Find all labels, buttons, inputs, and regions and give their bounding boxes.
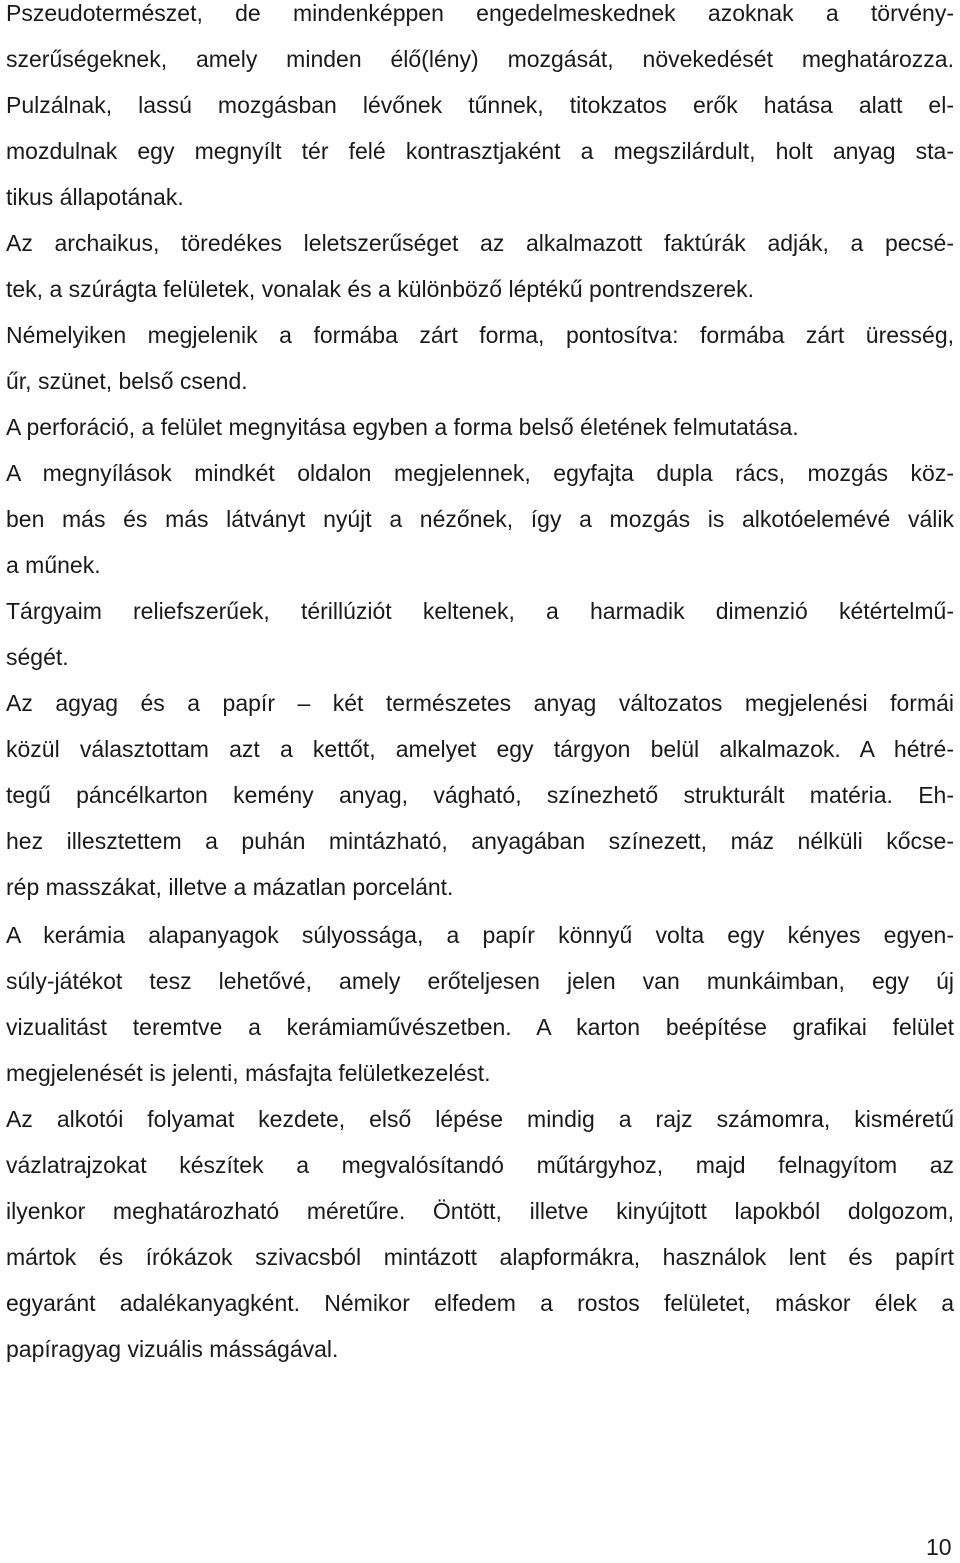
text-line: Az alkotói folyamat kezdete, első lépése mindig a rajz számomra, kisméretű: [6, 1106, 954, 1132]
text-line: A megnyílások mindkét oldalon megjelennek, egyfajta dupla rács, mozgás köz-: [6, 460, 954, 486]
text-line: Pszeudotermészet, de mindenképpen engedelmeskednek azoknak a törvény-: [6, 0, 954, 26]
text-line: tek, a szúrágta felületek, vonalak és a különböző léptékű pontrendszerek.: [6, 276, 754, 302]
text-line: Az archaikus, töredékes leletszerűséget az alkalmazott faktúrák adják, a pecsé-: [6, 230, 954, 256]
text-line: Tárgyaim reliefszerűek, térillúziót keltenek, a harmadik dimenzió kétértelmű-: [6, 598, 954, 624]
page-number: 10: [926, 1534, 952, 1560]
text-line: megjelenését is jelenti, másfajta felületkezelést.: [6, 1060, 491, 1086]
text-line: Pulzálnak, lassú mozgásban lévőnek tűnnek, titokzatos erők hatása alatt el-: [6, 92, 954, 118]
text-line: szerűségeknek, amely minden élő(lény) mozgását, növekedését meghatározza.: [6, 46, 954, 72]
text-line: rép masszákat, illetve a mázatlan porcelánt.: [6, 874, 454, 900]
text-line: tikus állapotának.: [6, 184, 184, 210]
text-line: mozdulnak egy megnyílt tér felé kontrasztjaként a megszilárdult, holt anyag sta-: [6, 138, 954, 164]
text-line: súly-játékot tesz lehetővé, amely erőteljesen jelen van munkáimban, egy új: [6, 968, 954, 994]
text-line: vázlatrajzokat készítek a megvalósítandó műtárgyhoz, majd felnagyítom az: [6, 1152, 954, 1178]
text-line: papíragyag vizuális másságával.: [6, 1336, 339, 1362]
text-line: A kerámia alapanyagok súlyossága, a papír könnyű volta egy kényes egyen-: [6, 922, 954, 948]
text-line: tegű páncélkarton kemény anyag, vágható, színezhető strukturált matéria. Eh-: [6, 782, 954, 808]
text-line: a műnek.: [6, 552, 101, 578]
text-line: hez illesztettem a puhán mintázható, anyagában színezett, máz nélküli kőcse-: [6, 828, 954, 854]
text-line: A perforáció, a felület megnyitása egyben a forma belső életének felmutatása.: [6, 414, 799, 440]
text-line: Némelyiken megjelenik a formába zárt forma, pontosítva: formába zárt üresség,: [6, 322, 954, 348]
text-line: ilyenkor meghatározható méretűre. Öntött, illetve kinyújtott lapokból dolgozom,: [6, 1198, 954, 1224]
text-line: vizualitást teremtve a kerámiaművészetben. A karton beépítése grafikai felület: [6, 1014, 954, 1040]
text-line: közül választottam azt a kettőt, amelyet egy tárgyon belül alkalmazok. A hétré-: [6, 736, 954, 762]
text-line: egyaránt adalékanyagként. Némikor elfedem a rostos felületet, máskor élek a: [6, 1290, 954, 1316]
text-line: ségét.: [6, 644, 69, 670]
text-line: mártok és írókázok szivacsból mintázott alapformákra, használok lent és papírt: [6, 1244, 954, 1270]
text-line: űr, szünet, belső csend.: [6, 368, 248, 394]
text-line: Az agyag és a papír – két természetes anyag változatos megjelenési formái: [6, 690, 954, 716]
text-line: ben más és más látványt nyújt a nézőnek, így a mozgás is alkotóelemévé válik: [6, 506, 954, 532]
